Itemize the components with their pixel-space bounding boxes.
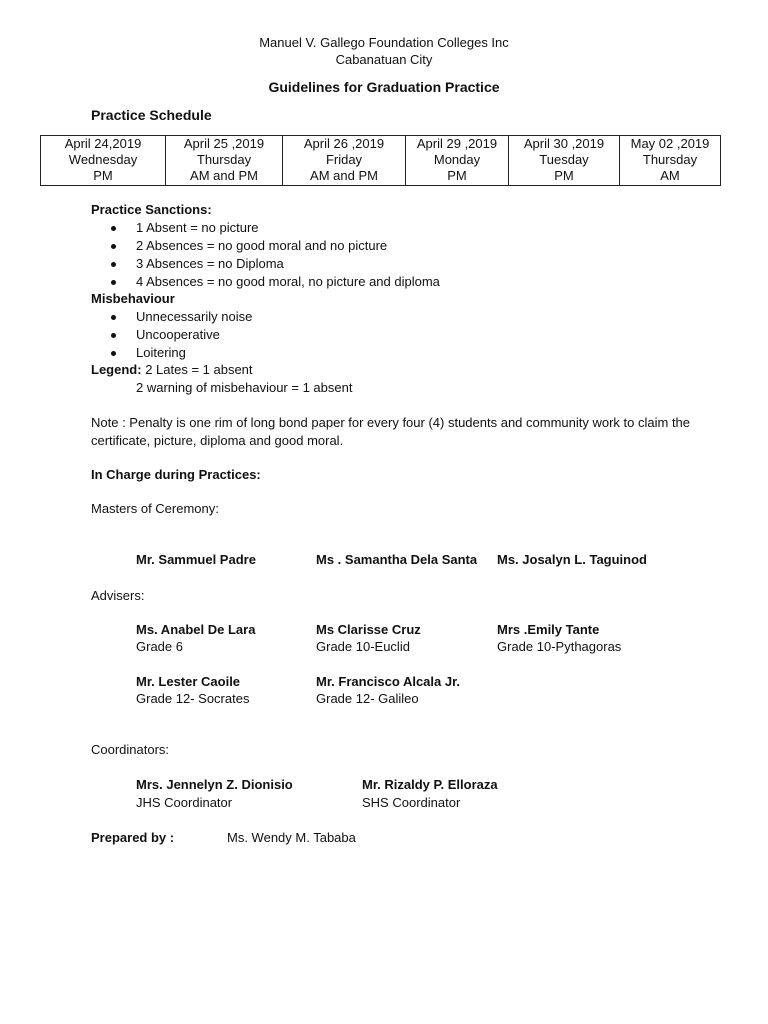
adviser-grade: Grade 10-Pythagoras: [497, 639, 622, 654]
in-charge-heading: In Charge during Practices:: [91, 467, 261, 482]
list-item-text: 3 Absences = no Diploma: [136, 256, 284, 271]
adviser-grade: Grade 6: [136, 639, 183, 654]
adviser-name: Mr. Lester Caoile: [136, 674, 241, 689]
schedule-cell: [509, 136, 620, 186]
list-item-text: Unnecessarily noise: [136, 309, 253, 324]
coordinator-role: SHS Coordinator: [362, 795, 461, 810]
adviser-grade: Grade 12- Galileo: [316, 691, 419, 706]
master-name: Ms. Josalyn L. Taguinod: [497, 552, 647, 567]
adviser-grade: Grade 10-Euclid: [316, 639, 410, 654]
adviser-name: Mrs .Emily Tante: [497, 622, 600, 637]
legend-text-1: 2 Lates = 1 absent: [145, 362, 253, 377]
bullet-icon: [111, 315, 116, 320]
penalty-note: Note : Penalty is one rim of long bond paper for every four (4) students and community work to claim the certificate, picture, diploma and good moral.: [91, 415, 691, 448]
schedule-time: AM and PM: [310, 168, 378, 183]
coordinator-role: JHS Coordinator: [136, 795, 233, 810]
list-item: [111, 237, 440, 255]
schedule-time: PM: [93, 168, 113, 183]
bullet-icon: [111, 262, 116, 267]
masters-label: Masters of Ceremony:: [91, 501, 219, 516]
prepared-by-label: Prepared by :: [91, 830, 175, 845]
list-item-text: 1 Absent = no picture: [136, 220, 259, 235]
schedule-weekday: Tuesday: [539, 152, 589, 167]
advisers-label: Advisers:: [91, 588, 145, 603]
sanctions-list: [111, 219, 440, 291]
schedule-date: April 26 ,2019: [303, 136, 385, 151]
schedule-cell: [166, 136, 283, 186]
schedule-weekday: Thursday: [196, 152, 252, 167]
schedule-time: PM: [447, 168, 467, 183]
schedule-time: PM: [554, 168, 574, 183]
sanctions-heading: Practice Sanctions:: [91, 202, 212, 217]
document-title: Guidelines for Graduation Practice: [268, 79, 500, 95]
schedule-time: AM: [660, 168, 680, 183]
bullet-icon: [111, 333, 116, 338]
legend-text-2: 2 warning of misbehaviour = 1 absent: [136, 380, 353, 395]
bullet-icon: [111, 351, 116, 356]
institution-city: Cabanatuan City: [335, 52, 433, 67]
schedule-time: AM and PM: [190, 168, 258, 183]
bullet-icon: [111, 280, 116, 285]
schedule-date: April 24,2019: [64, 136, 142, 151]
schedule-row: [41, 136, 721, 186]
schedule-date: May 02 ,2019: [630, 136, 710, 151]
list-item: [111, 308, 252, 326]
misbehaviour-heading: Misbehaviour: [91, 291, 175, 306]
list-item: [111, 255, 440, 273]
master-name: Mr. Sammuel Padre: [136, 552, 256, 567]
schedule-date: April 29 ,2019: [416, 136, 498, 151]
adviser-grade: Grade 12- Socrates: [136, 691, 250, 706]
schedule-cell: [620, 136, 721, 186]
prepared-by-name: Ms. Wendy M. Tababa: [227, 830, 356, 845]
list-item-text: 4 Absences = no good moral, no picture and diploma: [136, 274, 440, 289]
list-item: [111, 344, 252, 362]
schedule-heading: Practice Schedule: [91, 107, 212, 123]
coordinator-name: Mrs. Jennelyn Z. Dionisio: [136, 777, 293, 792]
schedule-weekday: Friday: [325, 152, 363, 167]
bullet-icon: [111, 226, 116, 231]
coordinators-label: Coordinators:: [91, 742, 170, 757]
schedule-weekday: Monday: [433, 152, 481, 167]
legend-label: Legend:: [91, 362, 142, 377]
list-item-text: 2 Absences = no good moral and no picture: [136, 238, 388, 253]
bullet-icon: [111, 244, 116, 249]
coordinator-name: Mr. Rizaldy P. Elloraza: [362, 777, 498, 792]
schedule-date: April 25 ,2019: [183, 136, 265, 151]
list-item: [111, 273, 440, 291]
master-name: Ms . Samantha Dela Santa: [316, 552, 478, 567]
adviser-name: Ms. Anabel De Lara: [136, 622, 256, 637]
list-item: [111, 326, 252, 344]
list-item-text: Uncooperative: [136, 327, 220, 342]
schedule-table: [40, 135, 721, 186]
schedule-cell: [283, 136, 406, 186]
list-item-text: Loitering: [136, 345, 186, 360]
schedule-weekday: Thursday: [642, 152, 698, 167]
list-item: [111, 219, 440, 237]
schedule-cell: [41, 136, 166, 186]
adviser-name: Ms Clarisse Cruz: [316, 622, 421, 637]
adviser-name: Mr. Francisco Alcala Jr.: [316, 674, 461, 689]
misbehaviour-list: [111, 308, 252, 362]
institution-name: Manuel V. Gallego Foundation Colleges Inc: [259, 35, 509, 50]
legend-line-1: [91, 362, 253, 377]
schedule-cell: [406, 136, 509, 186]
schedule-date: April 30 ,2019: [523, 136, 605, 151]
schedule-weekday: Wednesday: [68, 152, 138, 167]
